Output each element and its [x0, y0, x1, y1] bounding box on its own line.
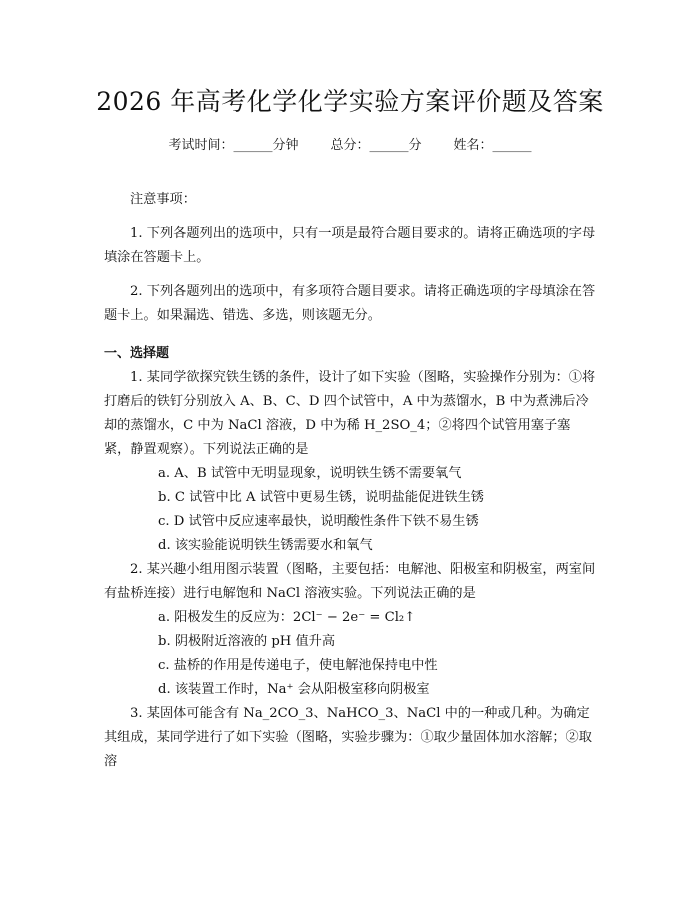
document-title: 2026 年高考化学化学实验方案评价题及答案: [96, 87, 604, 116]
score-field: 总分：______分: [330, 138, 422, 153]
question-1-stem: 1. 某同学欲探究铁生锈的条件，设计了如下实验（图略，实验操作分别为：①将打磨后的铁钉分别放入 A、B、C、D 四个试管中，A 中为蒸馏水，B 中为煮沸后冷却的蒸馏水，C 中为 NaCl 溶液，D 中为稀 H_2SO_4；②将四个试管用塞子塞紧，静置观察）。下列说法正确的是: [104, 370, 596, 457]
notice-item-1: 1. 下列各题列出的选项中，只有一项是最符合题目要求的。请将正确选项的字母填涂在答题卡上。: [104, 226, 596, 265]
question-1-option-a: a. A、B 试管中无明显现象，说明铁生锈不需要氧气: [158, 466, 462, 481]
name-field: 姓名：______: [453, 138, 532, 153]
question-2-option-b: b. 阴极附近溶液的 pH 值升高: [158, 634, 336, 649]
question-1-option-c: c. D 试管中反应速率最快，说明酸性条件下铁不易生锈: [158, 514, 479, 529]
exam-meta: [0, 134, 700, 153]
time-field: 考试时间：______分钟: [168, 138, 299, 153]
question-1-option-d: d. 该实验能说明铁生锈需要水和氧气: [158, 538, 373, 553]
question-2-stem: 2. 某兴趣小组用图示装置（图略，主要包括：电解池、阳极室和阴极室，两室间有盐桥连接）进行电解饱和 NaCl 溶液实验。下列说法正确的是: [104, 562, 596, 601]
section-heading: 一、选择题: [104, 346, 170, 361]
question-2-option-d: d. 该装置工作时，Na⁺ 会从阳极室移向阴极室: [158, 682, 430, 697]
question-2-option-c: c. 盐桥的作用是传递电子，使电解池保持电中性: [158, 658, 438, 673]
question-1-option-b: b. C 试管中比 A 试管中更易生锈，说明盐能促进铁生锈: [158, 490, 484, 505]
question-2-option-a: a. 阳极发生的反应为：2Cl⁻ − 2e⁻ = Cl₂↑: [158, 610, 416, 625]
notice-item-2: 2. 下列各题列出的选项中，有多项符合题目要求。请将正确选项的字母填涂在答题卡上。如果漏选、错选、多选，则该题无分。: [104, 284, 596, 323]
question-3-stem: 3. 某固体可能含有 Na_2CO_3、NaHCO_3、NaCl 中的一种或几种。为确定其组成，某同学进行了如下实验（图略，实验步骤为：①取少量固体加水溶解；②取溶: [104, 706, 592, 769]
notice-heading: 注意事项：: [130, 192, 196, 207]
document-body: [104, 188, 596, 774]
